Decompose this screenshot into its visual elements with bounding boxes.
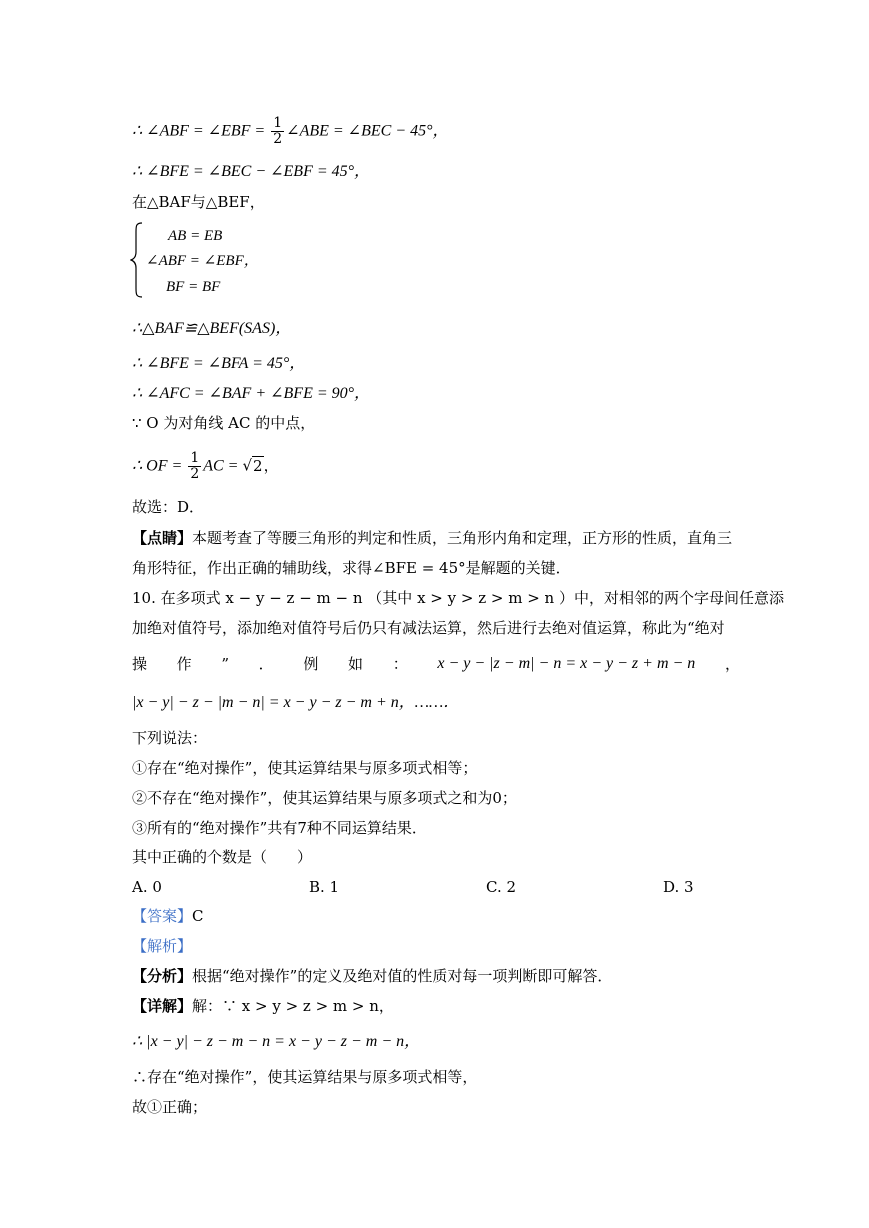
line-6-text: ∴ ∠AFC = ∠BAF + ∠BFE = 90°， (132, 385, 371, 402)
result-equation: ∴ |x − y| − z − m − n = x − y − z − m − n， (132, 1033, 421, 1050)
line-1-suffix: ∠ABE = ∠BEC − 45°， (286, 122, 449, 140)
analysis-text: 根据“绝对操作”的定义及绝对值的性质对每一项判断即可解答． (192, 967, 613, 985)
question-10-line-3 (132, 654, 740, 674)
result-line-3: 故①正确； (132, 1098, 208, 1116)
word: ， (724, 655, 740, 673)
comment-line-1 (132, 528, 732, 548)
system-eq-2: ∠ABF = ∠EBF， (146, 253, 259, 269)
word: 如 (348, 655, 364, 673)
question-10-line-2: 加绝对值符号，添加绝对值符号后仍只有减法运算，然后进行去绝对值运算，称此为“绝对 (132, 619, 725, 637)
line-9: 故选：D． (132, 498, 205, 516)
line-5-text: ∴ ∠BFE = ∠BFA = 45°， (132, 355, 306, 372)
statement-3: ③所有的“绝对操作”共有7种不同运算结果． (132, 819, 427, 837)
line-8-prefix: ∴ OF = (132, 457, 187, 475)
statement-2: ②不存在“绝对操作”，使其运算结果与原多项式之和为0； (132, 789, 517, 807)
sqrt-symbol: √2 (242, 456, 263, 475)
detail-text: 解：∵ x > y > z > m > n， (192, 997, 394, 1015)
line-2 (132, 161, 370, 182)
analysis-tag: 【解析】 (132, 937, 193, 955)
fraction-denominator: 2 (190, 466, 200, 482)
result-line-2: ∴存在“绝对操作”，使其运算结果与原多项式相等， (132, 1068, 478, 1086)
left-brace-icon (130, 222, 144, 298)
example-equation-1: x − y − |z − m| − n = x − y − z + m − n (437, 655, 696, 672)
option-c: C. 2 (486, 878, 517, 896)
word: 操 (132, 655, 148, 673)
detail-tag: 【详解】 (132, 997, 193, 1015)
word: 作 (176, 655, 192, 673)
question-10-prompt: 下列说法： (132, 729, 208, 747)
fraction-half (271, 116, 284, 147)
question-10-line-1: 10. 在多项式 x − y − z − m − n （其中 x > y > z > m > n ）中，对相邻的两个字母间任意添 (132, 589, 784, 607)
line-1 (132, 116, 449, 147)
option-a: A. 0 (132, 878, 162, 896)
option-d: D. 3 (663, 878, 694, 896)
statement-1: ①存在“绝对操作”，使其运算结果与原多项式相等； (132, 759, 478, 777)
line-8 (132, 451, 279, 482)
analysis-sub-tag: 【分析】 (132, 967, 193, 985)
system-eq-3: BF = BF (166, 279, 221, 295)
answer-line (132, 906, 204, 926)
line-6 (132, 383, 370, 404)
word: 例 (303, 655, 319, 673)
comment-line-2: 角形特征，作出正确的辅助线，求得∠BFE = 45°是解题的关键． (132, 559, 571, 577)
line-8-suffix: ， (263, 456, 279, 475)
line-2-text: ∴ ∠BFE = ∠BEC − ∠EBF = 45°， (132, 163, 371, 180)
comment-text: 本题考查了等腰三角形的判定和性质，三角形内角和定理，正方形的性质，直角三 (192, 529, 733, 547)
system-eq-1: AB = EB (168, 228, 223, 244)
result-line-1 (132, 1031, 420, 1052)
line-1-prefix: ∴ ∠ABF = ∠EBF = (132, 122, 270, 140)
line-8-mid: AC = (203, 457, 243, 475)
fraction-denominator: 2 (273, 131, 283, 147)
line-3: 在△BAF与△BEF， (132, 193, 265, 211)
fraction-numerator: 1 (190, 450, 200, 466)
word: ． (258, 655, 274, 673)
line-5 (132, 353, 305, 374)
word: ” (221, 655, 230, 673)
fraction-half (188, 451, 201, 482)
line-4-text: ∴△BAF≌△BEF(SAS)， (132, 320, 292, 337)
question-10-ask: 其中正确的个数是（ ） (132, 848, 313, 866)
analysis-line (132, 966, 612, 986)
fraction-numerator: 1 (273, 115, 283, 131)
option-b: B. 1 (309, 878, 340, 896)
radicand: 2 (253, 456, 263, 475)
line-7: ∵ O 为对角线 AC 的中点， (132, 414, 316, 432)
line-4 (132, 318, 291, 339)
analysis-header (132, 936, 192, 956)
answer-tag: 【答案】 (132, 907, 193, 925)
word: ： (392, 655, 408, 673)
answer-value: C (192, 907, 204, 925)
detail-line (132, 996, 394, 1016)
comment-tag: 【点睛】 (132, 529, 193, 547)
question-10-line-4 (132, 692, 459, 713)
example-equation-2: |x − y| − z − |m − n| = x − y − z − m + n，……． (132, 694, 460, 711)
